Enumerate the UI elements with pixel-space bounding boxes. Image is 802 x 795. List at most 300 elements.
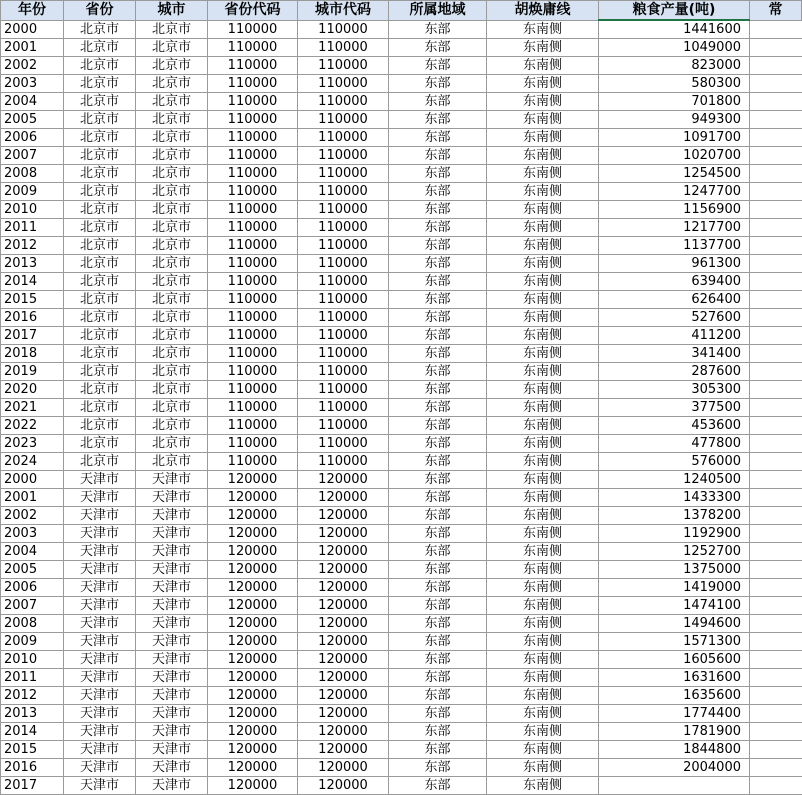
cell-year[interactable]: 2008 [1, 615, 64, 633]
cell-region[interactable]: 东部 [389, 417, 487, 435]
cell-province[interactable]: 北京市 [64, 291, 136, 309]
cell-extra[interactable] [750, 759, 802, 777]
cell-region[interactable]: 东部 [389, 273, 487, 291]
cell-province-code[interactable]: 120000 [208, 561, 298, 579]
cell-extra[interactable] [750, 741, 802, 759]
cell-extra[interactable] [750, 543, 802, 561]
cell-city-code[interactable]: 120000 [298, 705, 389, 723]
cell-year[interactable]: 2002 [1, 57, 64, 75]
cell-hu-line[interactable]: 东南侧 [487, 759, 599, 777]
cell-region[interactable]: 东部 [389, 723, 487, 741]
cell-hu-line[interactable]: 东南侧 [487, 20, 599, 39]
cell-city-code[interactable]: 110000 [298, 327, 389, 345]
cell-region[interactable]: 东部 [389, 669, 487, 687]
cell-region[interactable]: 东部 [389, 327, 487, 345]
cell-grain-output[interactable]: 1137700 [599, 237, 750, 255]
cell-city-code[interactable]: 120000 [298, 633, 389, 651]
cell-city[interactable]: 天津市 [136, 741, 208, 759]
cell-extra[interactable] [750, 345, 802, 363]
cell-region[interactable]: 东部 [389, 687, 487, 705]
cell-year[interactable]: 2013 [1, 255, 64, 273]
cell-city-code[interactable]: 120000 [298, 651, 389, 669]
cell-extra[interactable] [750, 201, 802, 219]
cell-hu-line[interactable]: 东南侧 [487, 237, 599, 255]
cell-grain-output[interactable]: 1631600 [599, 669, 750, 687]
cell-city[interactable]: 天津市 [136, 525, 208, 543]
cell-region[interactable]: 东部 [389, 741, 487, 759]
cell-city-code[interactable]: 120000 [298, 723, 389, 741]
cell-city-code[interactable]: 110000 [298, 93, 389, 111]
cell-city-code[interactable]: 110000 [298, 435, 389, 453]
cell-city[interactable]: 北京市 [136, 20, 208, 39]
cell-region[interactable]: 东部 [389, 57, 487, 75]
cell-province-code[interactable]: 120000 [208, 525, 298, 543]
cell-region[interactable]: 东部 [389, 255, 487, 273]
header-extra[interactable]: 常 [750, 1, 802, 21]
cell-grain-output[interactable]: 961300 [599, 255, 750, 273]
cell-extra[interactable] [750, 579, 802, 597]
cell-extra[interactable] [750, 507, 802, 525]
cell-province-code[interactable]: 120000 [208, 597, 298, 615]
cell-city-code[interactable]: 120000 [298, 759, 389, 777]
cell-city[interactable]: 北京市 [136, 345, 208, 363]
cell-extra[interactable] [750, 273, 802, 291]
cell-year[interactable]: 2009 [1, 183, 64, 201]
cell-province-code[interactable]: 110000 [208, 435, 298, 453]
cell-region[interactable]: 东部 [389, 435, 487, 453]
cell-hu-line[interactable]: 东南侧 [487, 471, 599, 489]
cell-province-code[interactable]: 110000 [208, 75, 298, 93]
cell-hu-line[interactable]: 东南侧 [487, 327, 599, 345]
cell-city[interactable]: 北京市 [136, 381, 208, 399]
cell-city[interactable]: 北京市 [136, 363, 208, 381]
cell-province-code[interactable]: 110000 [208, 327, 298, 345]
cell-region[interactable]: 东部 [389, 453, 487, 471]
cell-city[interactable]: 北京市 [136, 219, 208, 237]
cell-hu-line[interactable]: 东南侧 [487, 453, 599, 471]
cell-grain-output[interactable]: 1378200 [599, 507, 750, 525]
cell-extra[interactable] [750, 489, 802, 507]
cell-city[interactable]: 北京市 [136, 75, 208, 93]
cell-grain-output[interactable]: 1375000 [599, 561, 750, 579]
cell-city-code[interactable]: 120000 [298, 741, 389, 759]
cell-year[interactable]: 2003 [1, 75, 64, 93]
cell-city-code[interactable]: 110000 [298, 201, 389, 219]
cell-grain-output[interactable]: 1433300 [599, 489, 750, 507]
cell-year[interactable]: 2017 [1, 327, 64, 345]
cell-province[interactable]: 北京市 [64, 201, 136, 219]
cell-region[interactable]: 东部 [389, 39, 487, 57]
cell-city-code[interactable]: 110000 [298, 453, 389, 471]
cell-city-code[interactable]: 110000 [298, 381, 389, 399]
cell-city[interactable]: 北京市 [136, 93, 208, 111]
cell-province-code[interactable]: 120000 [208, 705, 298, 723]
cell-province[interactable]: 天津市 [64, 543, 136, 561]
cell-grain-output[interactable]: 949300 [599, 111, 750, 129]
cell-grain-output[interactable]: 1494600 [599, 615, 750, 633]
cell-region[interactable]: 东部 [389, 20, 487, 39]
cell-province[interactable]: 天津市 [64, 723, 136, 741]
cell-city[interactable]: 北京市 [136, 255, 208, 273]
cell-province[interactable]: 北京市 [64, 399, 136, 417]
cell-province-code[interactable]: 120000 [208, 579, 298, 597]
cell-extra[interactable] [750, 183, 802, 201]
cell-grain-output[interactable]: 580300 [599, 75, 750, 93]
cell-grain-output[interactable] [599, 777, 750, 795]
cell-extra[interactable] [750, 777, 802, 795]
cell-region[interactable]: 东部 [389, 147, 487, 165]
cell-city-code[interactable]: 110000 [298, 75, 389, 93]
cell-province-code[interactable]: 120000 [208, 759, 298, 777]
cell-grain-output[interactable]: 1571300 [599, 633, 750, 651]
cell-province-code[interactable]: 110000 [208, 20, 298, 39]
cell-province-code[interactable]: 110000 [208, 291, 298, 309]
cell-grain-output[interactable]: 305300 [599, 381, 750, 399]
cell-hu-line[interactable]: 东南侧 [487, 597, 599, 615]
cell-province-code[interactable]: 110000 [208, 39, 298, 57]
cell-region[interactable]: 东部 [389, 543, 487, 561]
cell-province[interactable]: 北京市 [64, 273, 136, 291]
cell-province[interactable]: 天津市 [64, 579, 136, 597]
cell-province[interactable]: 北京市 [64, 93, 136, 111]
cell-year[interactable]: 2000 [1, 20, 64, 39]
cell-year[interactable]: 2016 [1, 759, 64, 777]
cell-province-code[interactable]: 110000 [208, 309, 298, 327]
cell-grain-output[interactable]: 1441600 [599, 20, 750, 39]
cell-grain-output[interactable]: 1774400 [599, 705, 750, 723]
cell-extra[interactable] [750, 129, 802, 147]
cell-year[interactable]: 2002 [1, 507, 64, 525]
cell-city[interactable]: 天津市 [136, 471, 208, 489]
cell-region[interactable]: 东部 [389, 345, 487, 363]
cell-region[interactable]: 东部 [389, 291, 487, 309]
cell-year[interactable]: 2010 [1, 651, 64, 669]
cell-city[interactable]: 北京市 [136, 453, 208, 471]
cell-province[interactable]: 北京市 [64, 111, 136, 129]
cell-region[interactable]: 东部 [389, 237, 487, 255]
cell-hu-line[interactable]: 东南侧 [487, 165, 599, 183]
cell-extra[interactable] [750, 291, 802, 309]
cell-city[interactable]: 天津市 [136, 633, 208, 651]
cell-province[interactable]: 北京市 [64, 435, 136, 453]
cell-hu-line[interactable]: 东南侧 [487, 705, 599, 723]
cell-province-code[interactable]: 120000 [208, 777, 298, 795]
cell-city-code[interactable]: 110000 [298, 129, 389, 147]
cell-province[interactable]: 天津市 [64, 561, 136, 579]
cell-province[interactable]: 北京市 [64, 20, 136, 39]
cell-hu-line[interactable]: 东南侧 [487, 687, 599, 705]
cell-city[interactable]: 天津市 [136, 597, 208, 615]
cell-city[interactable]: 北京市 [136, 273, 208, 291]
cell-province[interactable]: 天津市 [64, 633, 136, 651]
cell-year[interactable]: 2017 [1, 777, 64, 795]
cell-city[interactable]: 天津市 [136, 615, 208, 633]
cell-grain-output[interactable]: 2004000 [599, 759, 750, 777]
cell-province-code[interactable]: 120000 [208, 633, 298, 651]
cell-grain-output[interactable]: 411200 [599, 327, 750, 345]
cell-year[interactable]: 2019 [1, 363, 64, 381]
cell-region[interactable]: 东部 [389, 183, 487, 201]
cell-year[interactable]: 2006 [1, 129, 64, 147]
cell-province-code[interactable]: 120000 [208, 669, 298, 687]
cell-city[interactable]: 北京市 [136, 165, 208, 183]
cell-province[interactable]: 北京市 [64, 363, 136, 381]
cell-city-code[interactable]: 110000 [298, 183, 389, 201]
cell-city-code[interactable]: 110000 [298, 291, 389, 309]
cell-city-code[interactable]: 120000 [298, 489, 389, 507]
cell-province-code[interactable]: 110000 [208, 93, 298, 111]
cell-city[interactable]: 北京市 [136, 309, 208, 327]
cell-city-code[interactable]: 120000 [298, 543, 389, 561]
cell-year[interactable]: 2018 [1, 345, 64, 363]
cell-city-code[interactable]: 110000 [298, 345, 389, 363]
cell-province[interactable]: 天津市 [64, 597, 136, 615]
cell-province[interactable]: 北京市 [64, 147, 136, 165]
cell-province-code[interactable]: 110000 [208, 255, 298, 273]
cell-grain-output[interactable]: 1247700 [599, 183, 750, 201]
cell-province-code[interactable]: 110000 [208, 165, 298, 183]
cell-province-code[interactable]: 110000 [208, 237, 298, 255]
cell-region[interactable]: 东部 [389, 129, 487, 147]
cell-region[interactable]: 东部 [389, 111, 487, 129]
cell-extra[interactable] [750, 219, 802, 237]
cell-hu-line[interactable]: 东南侧 [487, 489, 599, 507]
cell-region[interactable]: 东部 [389, 201, 487, 219]
cell-region[interactable]: 东部 [389, 525, 487, 543]
cell-hu-line[interactable]: 东南侧 [487, 741, 599, 759]
cell-grain-output[interactable]: 1419000 [599, 579, 750, 597]
cell-extra[interactable] [750, 309, 802, 327]
header-region[interactable]: 所属地域 [389, 1, 487, 21]
cell-province-code[interactable]: 120000 [208, 507, 298, 525]
cell-year[interactable]: 2008 [1, 165, 64, 183]
cell-extra[interactable] [750, 597, 802, 615]
cell-province[interactable]: 天津市 [64, 489, 136, 507]
cell-year[interactable]: 2001 [1, 489, 64, 507]
cell-province[interactable]: 北京市 [64, 129, 136, 147]
cell-extra[interactable] [750, 669, 802, 687]
cell-province[interactable]: 天津市 [64, 615, 136, 633]
cell-province[interactable]: 北京市 [64, 39, 136, 57]
cell-grain-output[interactable]: 341400 [599, 345, 750, 363]
cell-city[interactable]: 北京市 [136, 147, 208, 165]
cell-region[interactable]: 东部 [389, 777, 487, 795]
cell-city-code[interactable]: 120000 [298, 471, 389, 489]
cell-city-code[interactable]: 110000 [298, 237, 389, 255]
cell-province[interactable]: 天津市 [64, 687, 136, 705]
cell-region[interactable]: 东部 [389, 399, 487, 417]
cell-extra[interactable] [750, 381, 802, 399]
cell-hu-line[interactable]: 东南侧 [487, 777, 599, 795]
cell-year[interactable]: 2009 [1, 633, 64, 651]
cell-extra[interactable] [750, 705, 802, 723]
cell-grain-output[interactable]: 1474100 [599, 597, 750, 615]
cell-grain-output[interactable]: 477800 [599, 435, 750, 453]
cell-city[interactable]: 北京市 [136, 57, 208, 75]
cell-grain-output[interactable]: 527600 [599, 309, 750, 327]
cell-hu-line[interactable]: 东南侧 [487, 399, 599, 417]
header-year[interactable]: 年份 [1, 1, 64, 21]
cell-city-code[interactable]: 120000 [298, 579, 389, 597]
cell-city[interactable]: 北京市 [136, 39, 208, 57]
cell-grain-output[interactable]: 1091700 [599, 129, 750, 147]
cell-hu-line[interactable]: 东南侧 [487, 651, 599, 669]
cell-city-code[interactable]: 120000 [298, 615, 389, 633]
cell-province-code[interactable]: 110000 [208, 399, 298, 417]
cell-city-code[interactable]: 110000 [298, 111, 389, 129]
header-province[interactable]: 省份 [64, 1, 136, 21]
cell-province[interactable]: 天津市 [64, 525, 136, 543]
cell-hu-line[interactable]: 东南侧 [487, 57, 599, 75]
cell-city[interactable]: 北京市 [136, 417, 208, 435]
cell-extra[interactable] [750, 255, 802, 273]
cell-region[interactable]: 东部 [389, 579, 487, 597]
cell-city[interactable]: 天津市 [136, 705, 208, 723]
cell-year[interactable]: 2007 [1, 597, 64, 615]
cell-city-code[interactable]: 110000 [298, 273, 389, 291]
cell-year[interactable]: 2023 [1, 435, 64, 453]
cell-province-code[interactable]: 120000 [208, 471, 298, 489]
cell-grain-output[interactable]: 1781900 [599, 723, 750, 741]
cell-city[interactable]: 天津市 [136, 489, 208, 507]
cell-city[interactable]: 北京市 [136, 201, 208, 219]
cell-hu-line[interactable]: 东南侧 [487, 525, 599, 543]
cell-province[interactable]: 北京市 [64, 237, 136, 255]
cell-region[interactable]: 东部 [389, 75, 487, 93]
cell-region[interactable]: 东部 [389, 381, 487, 399]
cell-grain-output[interactable]: 701800 [599, 93, 750, 111]
cell-year[interactable]: 2007 [1, 147, 64, 165]
cell-extra[interactable] [750, 57, 802, 75]
cell-city-code[interactable]: 120000 [298, 597, 389, 615]
cell-hu-line[interactable]: 东南侧 [487, 183, 599, 201]
cell-city-code[interactable]: 110000 [298, 417, 389, 435]
cell-extra[interactable] [750, 687, 802, 705]
cell-grain-output[interactable]: 639400 [599, 273, 750, 291]
cell-region[interactable]: 东部 [389, 705, 487, 723]
cell-extra[interactable] [750, 93, 802, 111]
cell-province-code[interactable]: 120000 [208, 651, 298, 669]
cell-year[interactable]: 2005 [1, 561, 64, 579]
cell-region[interactable]: 东部 [389, 93, 487, 111]
cell-grain-output[interactable]: 1254500 [599, 165, 750, 183]
cell-extra[interactable] [750, 399, 802, 417]
cell-year[interactable]: 2022 [1, 417, 64, 435]
header-city[interactable]: 城市 [136, 1, 208, 21]
cell-year[interactable]: 2011 [1, 669, 64, 687]
cell-year[interactable]: 2015 [1, 291, 64, 309]
cell-grain-output[interactable]: 626400 [599, 291, 750, 309]
cell-extra[interactable] [750, 237, 802, 255]
cell-city[interactable]: 天津市 [136, 669, 208, 687]
cell-city-code[interactable]: 120000 [298, 525, 389, 543]
cell-region[interactable]: 东部 [389, 471, 487, 489]
cell-province[interactable]: 北京市 [64, 255, 136, 273]
cell-city[interactable]: 天津市 [136, 777, 208, 795]
cell-city-code[interactable]: 110000 [298, 309, 389, 327]
cell-province-code[interactable]: 110000 [208, 147, 298, 165]
cell-province-code[interactable]: 120000 [208, 741, 298, 759]
cell-hu-line[interactable]: 东南侧 [487, 417, 599, 435]
cell-province-code[interactable]: 110000 [208, 57, 298, 75]
cell-hu-line[interactable]: 东南侧 [487, 345, 599, 363]
cell-grain-output[interactable]: 1844800 [599, 741, 750, 759]
cell-city-code[interactable]: 110000 [298, 20, 389, 39]
cell-city-code[interactable]: 110000 [298, 399, 389, 417]
cell-year[interactable]: 2021 [1, 399, 64, 417]
cell-extra[interactable] [750, 633, 802, 651]
cell-province-code[interactable]: 120000 [208, 687, 298, 705]
cell-hu-line[interactable]: 东南侧 [487, 201, 599, 219]
cell-province[interactable]: 北京市 [64, 57, 136, 75]
cell-grain-output[interactable]: 1049000 [599, 39, 750, 57]
cell-city-code[interactable]: 120000 [298, 507, 389, 525]
cell-region[interactable]: 东部 [389, 633, 487, 651]
cell-hu-line[interactable]: 东南侧 [487, 219, 599, 237]
cell-province-code[interactable]: 110000 [208, 417, 298, 435]
cell-region[interactable]: 东部 [389, 507, 487, 525]
cell-extra[interactable] [750, 165, 802, 183]
cell-region[interactable]: 东部 [389, 615, 487, 633]
cell-region[interactable]: 东部 [389, 489, 487, 507]
cell-grain-output[interactable]: 1635600 [599, 687, 750, 705]
header-province-code[interactable]: 省份代码 [208, 1, 298, 21]
cell-hu-line[interactable]: 东南侧 [487, 93, 599, 111]
cell-province[interactable]: 天津市 [64, 777, 136, 795]
cell-grain-output[interactable]: 1605600 [599, 651, 750, 669]
cell-year[interactable]: 2010 [1, 201, 64, 219]
cell-year[interactable]: 2004 [1, 93, 64, 111]
cell-city[interactable]: 天津市 [136, 579, 208, 597]
cell-year[interactable]: 2014 [1, 723, 64, 741]
cell-grain-output[interactable]: 377500 [599, 399, 750, 417]
cell-province-code[interactable]: 120000 [208, 723, 298, 741]
cell-extra[interactable] [750, 111, 802, 129]
cell-city[interactable]: 天津市 [136, 507, 208, 525]
cell-extra[interactable] [750, 75, 802, 93]
cell-year[interactable]: 2005 [1, 111, 64, 129]
cell-region[interactable]: 东部 [389, 165, 487, 183]
cell-region[interactable]: 东部 [389, 651, 487, 669]
cell-hu-line[interactable]: 东南侧 [487, 129, 599, 147]
cell-province-code[interactable]: 110000 [208, 273, 298, 291]
cell-province-code[interactable]: 110000 [208, 345, 298, 363]
cell-hu-line[interactable]: 东南侧 [487, 111, 599, 129]
cell-city-code[interactable]: 110000 [298, 255, 389, 273]
cell-region[interactable]: 东部 [389, 561, 487, 579]
cell-city[interactable]: 北京市 [136, 183, 208, 201]
cell-city[interactable]: 天津市 [136, 759, 208, 777]
cell-grain-output[interactable]: 576000 [599, 453, 750, 471]
cell-province-code[interactable]: 120000 [208, 543, 298, 561]
cell-grain-output[interactable]: 1192900 [599, 525, 750, 543]
cell-province-code[interactable]: 110000 [208, 453, 298, 471]
cell-extra[interactable] [750, 615, 802, 633]
cell-city[interactable]: 天津市 [136, 687, 208, 705]
cell-hu-line[interactable]: 东南侧 [487, 309, 599, 327]
cell-hu-line[interactable]: 东南侧 [487, 435, 599, 453]
cell-year[interactable]: 2006 [1, 579, 64, 597]
cell-province[interactable]: 北京市 [64, 453, 136, 471]
cell-hu-line[interactable]: 东南侧 [487, 381, 599, 399]
cell-hu-line[interactable]: 东南侧 [487, 39, 599, 57]
cell-grain-output[interactable]: 1252700 [599, 543, 750, 561]
cell-city-code[interactable]: 110000 [298, 57, 389, 75]
cell-extra[interactable] [750, 453, 802, 471]
header-city-code[interactable]: 城市代码 [298, 1, 389, 21]
cell-year[interactable]: 2024 [1, 453, 64, 471]
cell-extra[interactable] [750, 651, 802, 669]
